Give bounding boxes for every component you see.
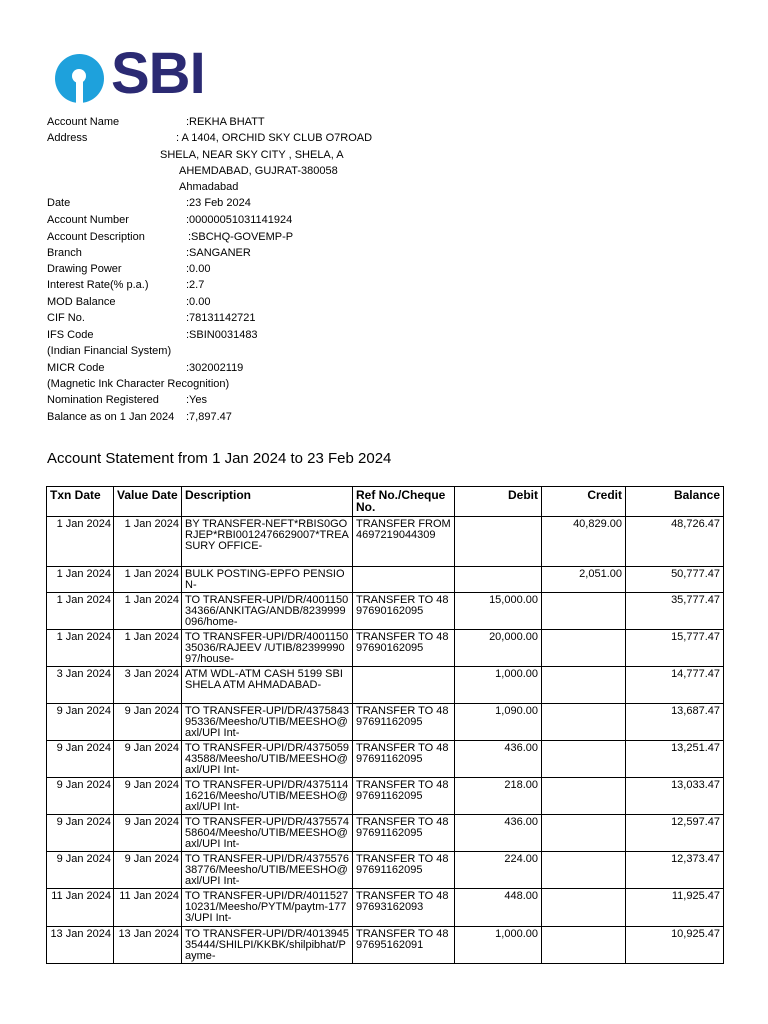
ifs-code-note: (Indian Financial System) — [47, 345, 172, 357]
cell-credit — [542, 927, 626, 964]
cell-debit: 1,090.00 — [455, 704, 542, 741]
table-row — [47, 741, 724, 778]
cell-value-date: 9 Jan 2024 — [114, 815, 182, 852]
cell-txn-date: 9 Jan 2024 — [47, 852, 114, 889]
cell-value-date: 13 Jan 2024 — [114, 927, 182, 964]
cell-txn-date: 1 Jan 2024 — [47, 567, 114, 593]
cell-txn-date: 9 Jan 2024 — [47, 778, 114, 815]
header-description: Description — [182, 487, 353, 517]
cell-ref: TRANSFER TO 4897691162095 — [353, 704, 455, 741]
address-line-4: Ahmadabad — [179, 181, 239, 193]
cell-ref — [353, 567, 455, 593]
cell-description: TO TRANSFER-UPI/DR/437505943588/Meesho/UTIB/MEESHO@axl/UPI Int- — [182, 741, 353, 778]
cell-ref: TRANSFER TO 4897690162095 — [353, 593, 455, 630]
cell-ref: TRANSFER TO 4897690162095 — [353, 630, 455, 667]
cell-balance: 13,251.47 — [626, 741, 724, 778]
drawing-power-label: Drawing Power — [47, 263, 122, 275]
cell-debit: 15,000.00 — [455, 593, 542, 630]
cell-balance: 11,925.47 — [626, 889, 724, 927]
cell-debit — [455, 517, 542, 567]
cell-value-date: 1 Jan 2024 — [114, 517, 182, 567]
cell-txn-date: 9 Jan 2024 — [47, 815, 114, 852]
cell-balance: 50,777.47 — [626, 567, 724, 593]
cell-description: TO TRANSFER-UPI/DR/437557458604/Meesho/UTIB/MEESHO@axl/UPI Int- — [182, 815, 353, 852]
cell-debit: 224.00 — [455, 852, 542, 889]
cell-value-date: 1 Jan 2024 — [114, 567, 182, 593]
address-line-3: AHEMDABAD, GUJRAT-380058 — [179, 165, 338, 177]
logo-wordmark: SBI — [111, 41, 205, 106]
cell-balance: 14,777.47 — [626, 667, 724, 704]
mod-balance-label: MOD Balance — [47, 296, 116, 308]
cell-debit: 218.00 — [455, 778, 542, 815]
keyhole-slot — [76, 80, 83, 104]
sbi-logo — [55, 41, 205, 106]
transactions-body — [47, 517, 724, 964]
cell-balance: 48,726.47 — [626, 517, 724, 567]
transactions-table — [46, 486, 724, 964]
cell-debit: 436.00 — [455, 815, 542, 852]
cell-credit — [542, 852, 626, 889]
header-value-date: Value Date — [114, 487, 182, 517]
cell-balance: 35,777.47 — [626, 593, 724, 630]
cell-description: BY TRANSFER-NEFT*RBIS0GORJEP*RBI0012476629007*TREASURY OFFICE- — [182, 517, 353, 567]
header-debit: Debit — [455, 487, 542, 517]
cell-credit — [542, 741, 626, 778]
cell-txn-date: 1 Jan 2024 — [47, 630, 114, 667]
account-description-value: :SBCHQ-GOVEMP-P — [188, 231, 294, 243]
cell-ref: TRANSFER TO 4897695162091 — [353, 927, 455, 964]
header-credit: Credit — [542, 487, 626, 517]
cell-balance: 10,925.47 — [626, 927, 724, 964]
cell-ref: TRANSFER TO 4897691162095 — [353, 778, 455, 815]
cell-credit — [542, 778, 626, 815]
address-line-2: SHELA, NEAR SKY CITY , SHELA, A — [160, 149, 344, 161]
table-row — [47, 889, 724, 927]
header-txn-date: Txn Date — [47, 487, 114, 517]
table-row — [47, 778, 724, 815]
cell-credit — [542, 704, 626, 741]
nomination-value: :Yes — [186, 394, 208, 406]
cell-txn-date: 9 Jan 2024 — [47, 704, 114, 741]
table-row — [47, 815, 724, 852]
cell-ref: TRANSFER TO 4897693162093 — [353, 889, 455, 927]
cell-txn-date: 13 Jan 2024 — [47, 927, 114, 964]
interest-rate-label: Interest Rate(% p.a.) — [47, 279, 149, 291]
cell-debit: 20,000.00 — [455, 630, 542, 667]
ifs-code-label: IFS Code — [47, 329, 94, 341]
micr-code-note: (Magnetic Ink Character Recognition) — [47, 378, 230, 390]
cell-balance: 13,033.47 — [626, 778, 724, 815]
nomination-label: Nomination Registered — [47, 394, 159, 406]
header-ref: Ref No./Cheque No. — [353, 487, 455, 517]
cell-description: BULK POSTING-EPFO PENSION- — [182, 567, 353, 593]
cell-value-date: 9 Jan 2024 — [114, 852, 182, 889]
table-row — [47, 927, 724, 964]
cell-ref — [353, 667, 455, 704]
cell-description: TO TRANSFER-UPI/DR/400115034366/ANKITAG/ANDB/8239999096/home- — [182, 593, 353, 630]
table-row — [47, 517, 724, 567]
cell-description: TO TRANSFER-UPI/DR/437511416216/Meesho/UTIB/MEESHO@axl/UPI Int- — [182, 778, 353, 815]
cell-value-date: 3 Jan 2024 — [114, 667, 182, 704]
cell-txn-date: 1 Jan 2024 — [47, 593, 114, 630]
cif-no-label: CIF No. — [47, 312, 85, 324]
cell-description: TO TRANSFER-UPI/DR/437557638776/Meesho/UTIB/MEESHO@axl/UPI Int- — [182, 852, 353, 889]
table-row — [47, 667, 724, 704]
drawing-power-value: :0.00 — [186, 263, 211, 275]
cell-description: TO TRANSFER-UPI/DR/401394535444/SHILPI/KKBK/shilpibhat/Payme- — [182, 927, 353, 964]
cell-value-date: 1 Jan 2024 — [114, 630, 182, 667]
cell-value-date: 9 Jan 2024 — [114, 704, 182, 741]
account-name-label: Account Name — [47, 116, 120, 128]
account-description-label: Account Description — [47, 231, 145, 243]
ifs-code-value: :SBIN0031483 — [186, 329, 258, 341]
cell-balance: 12,597.47 — [626, 815, 724, 852]
cell-balance: 15,777.47 — [626, 630, 724, 667]
cell-credit — [542, 889, 626, 927]
micr-code-label: MICR Code — [47, 362, 105, 374]
cell-credit: 40,829.00 — [542, 517, 626, 567]
cell-credit: 2,051.00 — [542, 567, 626, 593]
table-row — [47, 852, 724, 889]
cell-ref: TRANSFER TO 4897691162095 — [353, 852, 455, 889]
cell-debit — [455, 567, 542, 593]
cell-txn-date: 3 Jan 2024 — [47, 667, 114, 704]
cell-value-date: 9 Jan 2024 — [114, 741, 182, 778]
cell-txn-date: 1 Jan 2024 — [47, 517, 114, 567]
cell-ref: TRANSFER TO 4897691162095 — [353, 815, 455, 852]
cell-description: TO TRANSFER-UPI/DR/400115035036/RAJEEV /UTIB/8239999097/house- — [182, 630, 353, 667]
branch-value: :SANGANER — [186, 247, 251, 259]
table-row — [47, 630, 724, 667]
cell-description: TO TRANSFER-UPI/DR/401152710231/Meesho/PYTM/paytm-1773/UPI Int- — [182, 889, 353, 927]
cell-value-date: 9 Jan 2024 — [114, 778, 182, 815]
cell-debit: 436.00 — [455, 741, 542, 778]
cell-description: TO TRANSFER-UPI/DR/437584395336/Meesho/UTIB/MEESHO@axl/UPI Int- — [182, 704, 353, 741]
cell-txn-date: 11 Jan 2024 — [47, 889, 114, 927]
cell-balance: 13,687.47 — [626, 704, 724, 741]
cell-value-date: 1 Jan 2024 — [114, 593, 182, 630]
cell-ref: TRANSFER TO 4897691162095 — [353, 741, 455, 778]
account-number-label: Account Number — [47, 214, 129, 226]
account-name-value: :REKHA BHATT — [186, 116, 265, 128]
cell-credit — [542, 815, 626, 852]
cif-no-value: :78131142721 — [186, 312, 256, 324]
interest-rate-value: :2.7 — [186, 279, 205, 291]
address-label: Address — [47, 132, 88, 144]
branch-label: Branch — [47, 247, 82, 259]
cell-credit — [542, 593, 626, 630]
table-header-row — [47, 487, 724, 517]
micr-code-value: :302002119 — [186, 362, 244, 374]
cell-credit — [542, 667, 626, 704]
cell-debit: 1,000.00 — [455, 667, 542, 704]
opening-balance-label: Balance as on 1 Jan 2024 — [47, 411, 175, 423]
sbi-keyhole-icon — [55, 54, 104, 103]
cell-credit — [542, 630, 626, 667]
cell-balance: 12,373.47 — [626, 852, 724, 889]
opening-balance-value: :7,897.47 — [186, 411, 232, 423]
table-row — [47, 593, 724, 630]
date-label: Date — [47, 197, 71, 209]
cell-debit: 1,000.00 — [455, 927, 542, 964]
table-row — [47, 567, 724, 593]
cell-description: ATM WDL-ATM CASH 5199 SBI SHELA ATM AHMADABAD- — [182, 667, 353, 704]
address-line-1: : A 1404, ORCHID SKY CLUB O7ROAD — [176, 132, 373, 144]
table-row — [47, 704, 724, 741]
cell-ref: TRANSFER FROM 4697219044309 — [353, 517, 455, 567]
statement-title: Account Statement from 1 Jan 2024 to 23 Feb 2024 — [47, 450, 392, 467]
cell-txn-date: 9 Jan 2024 — [47, 741, 114, 778]
date-value: :23 Feb 2024 — [186, 197, 251, 209]
mod-balance-value: :0.00 — [186, 296, 211, 308]
cell-debit: 448.00 — [455, 889, 542, 927]
header-balance: Balance — [626, 487, 724, 517]
account-number-value: :00000051031141924 — [186, 214, 293, 226]
cell-value-date: 11 Jan 2024 — [114, 889, 182, 927]
